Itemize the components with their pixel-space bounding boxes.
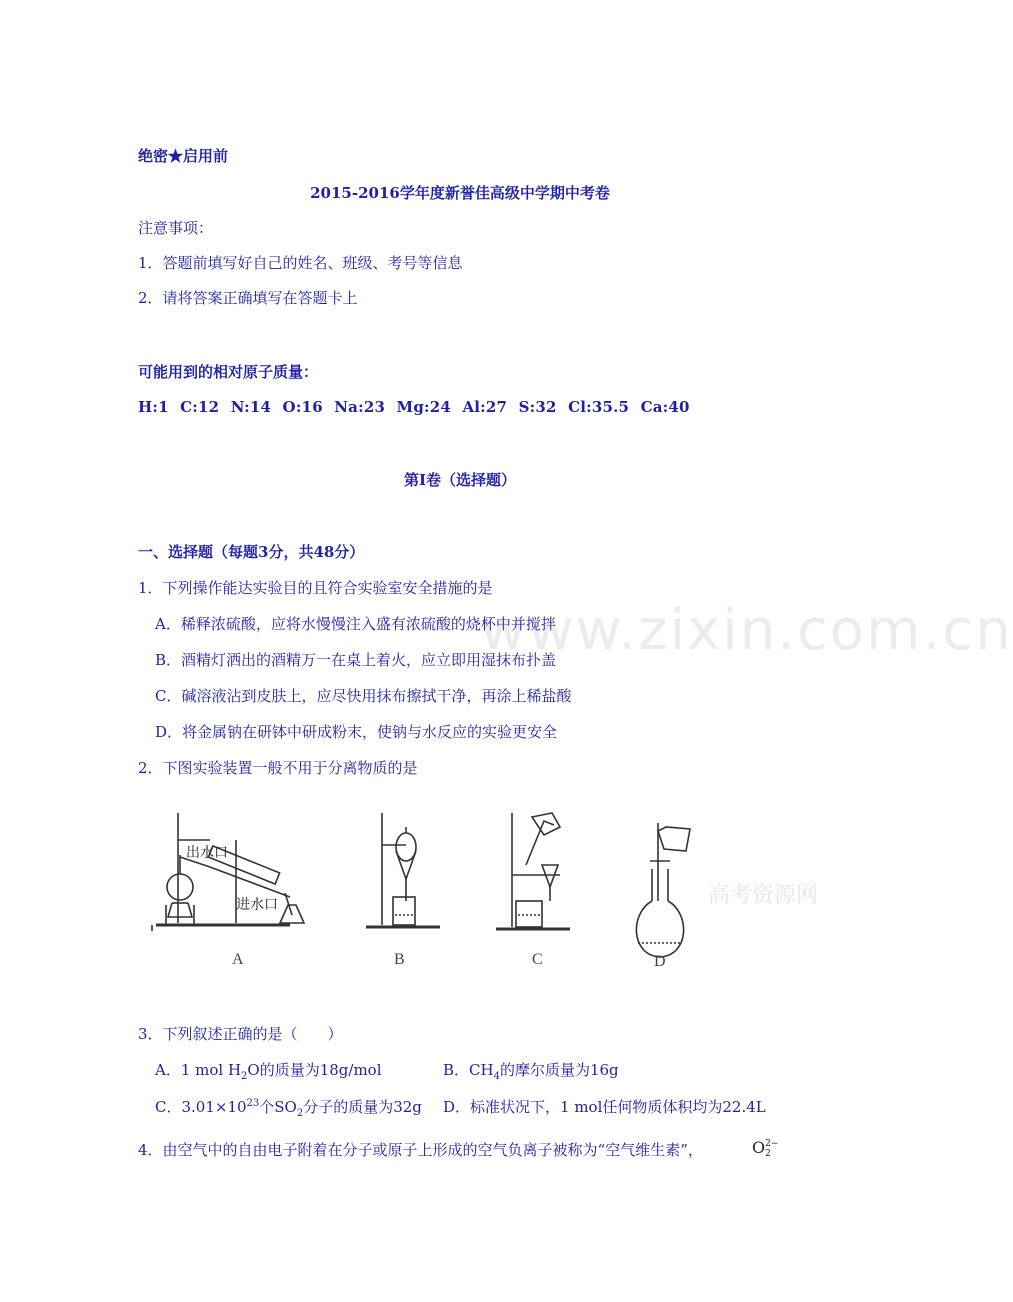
q3-a-text-2: O的质量为18g/mol xyxy=(247,1061,382,1079)
q3-c-sub: 2 xyxy=(296,1108,304,1119)
q3-c-sup: 23 xyxy=(246,1098,260,1109)
site-watermark: www.zixin.com.cn xyxy=(480,598,1013,663)
q3-stem: 3．下列叙述正确的是（ ） xyxy=(138,1025,343,1043)
section-title: 第Ⅰ卷（选择题） xyxy=(403,471,517,489)
figure-label-c: C xyxy=(532,951,543,968)
q4-formula-sub: 2 xyxy=(765,1148,771,1159)
inlet-label: 进水口 xyxy=(236,897,278,913)
volumetric-flask-apparatus xyxy=(636,823,690,957)
notes-item-2: 2．请将答案正确填写在答题卡上 xyxy=(138,289,358,307)
figure-label-d: D xyxy=(654,953,666,970)
q3-option-a xyxy=(155,1060,382,1080)
q3-c-text: C．3.01×10 xyxy=(155,1098,247,1116)
q4-formula-sup: 2− xyxy=(765,1138,779,1149)
part-heading: 一、选择题（每题3分，共48分） xyxy=(138,543,365,561)
secret-label: 绝密★启用前 xyxy=(138,147,229,165)
q3-c-text-2: 个SO xyxy=(259,1098,297,1116)
q3-option-d: D．标准状况下，1 mol任何物质体积均为22.4L xyxy=(443,1098,766,1116)
exam-title: 2015-2016学年度新誉佳高级中学期中考卷 xyxy=(310,184,610,202)
q1-option-d: D．将金属钠在研钵中研成粉末，使钠与水反应的实验更安全 xyxy=(155,723,558,741)
q3-a-text: A．1 mol H xyxy=(155,1061,242,1079)
figure-label-a: A xyxy=(232,951,244,968)
q3-option-b xyxy=(443,1060,619,1080)
separatory-funnel-apparatus xyxy=(366,813,440,927)
q1-option-b: B．酒精灯洒出的酒精万一在桌上着火，应立即用湿抹布扑盖 xyxy=(155,651,557,669)
q4-formula xyxy=(752,1138,778,1159)
q4-formula-base: O xyxy=(752,1138,766,1157)
q3-c-text-3: 分子的质量为32g xyxy=(303,1098,422,1116)
outlet-label: 出水口 xyxy=(186,845,228,861)
distillation-apparatus xyxy=(152,813,304,931)
q3-a-sub: 2 xyxy=(241,1071,248,1082)
q1-stem: 1．下列操作能达实验目的且符合实验室安全措施的是 xyxy=(138,579,493,597)
q3-b-text-2: 的摩尔质量为16g xyxy=(499,1061,619,1079)
filtration-apparatus xyxy=(496,813,570,929)
faint-watermark: 高考资源网 xyxy=(708,883,819,908)
figure-label-b: B xyxy=(394,951,405,968)
atomic-mass-values: H:1 C:12 N:14 O:16 Na:23 Mg:24 Al:27 S:32 Cl:35.5 Ca:40 xyxy=(138,398,690,416)
q4-stem: 4．由空气中的自由电子附着在分子或原子上形成的空气负离子被称为“空气维生素”， xyxy=(138,1141,703,1159)
apparatus-figure xyxy=(150,805,710,980)
q3-b-text: B．CH xyxy=(443,1061,494,1079)
q3-b-sub: 4 xyxy=(493,1071,500,1082)
q1-option-a: A．稀释浓硫酸，应将水慢慢注入盛有浓硫酸的烧杯中并搅拌 xyxy=(155,615,556,633)
q2-stem: 2．下图实验装置一般不用于分离物质的是 xyxy=(138,759,418,777)
q3-option-c xyxy=(155,1097,422,1117)
notes-heading: 注意事项： xyxy=(138,219,214,237)
notes-item-1: 1．答题前填写好自己的姓名、班级、考号等信息 xyxy=(138,254,463,272)
atomic-mass-heading: 可能用到的相对原子质量： xyxy=(138,363,319,381)
q1-option-c: C．碱溶液沾到皮肤上，应尽快用抹布擦拭干净，再涂上稀盐酸 xyxy=(155,687,572,705)
